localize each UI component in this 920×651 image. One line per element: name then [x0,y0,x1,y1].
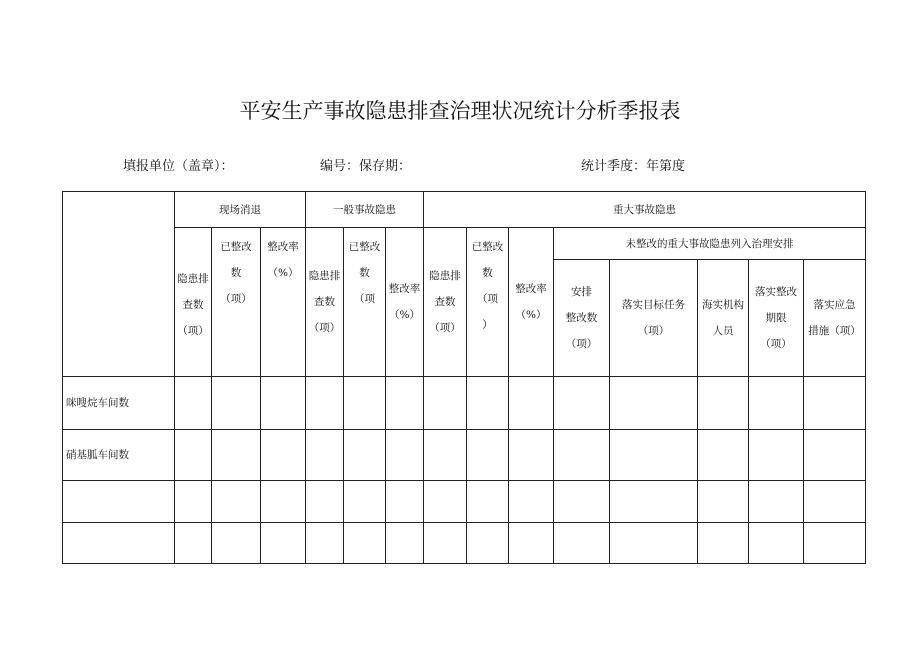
data-cell[interactable] [698,430,749,481]
data-cell[interactable] [306,377,344,430]
group-header-major: 重大事故隐患 [424,192,866,228]
data-cell[interactable] [261,523,306,564]
header-plan-deadline: 落实整改 期限 （项） [749,260,804,377]
data-cell[interactable] [610,523,698,564]
header-plan-emergency: 落实应急 措施（项） [804,260,866,377]
header-row-2 [63,228,866,260]
header-general-rate: 整改率 （%） [386,228,424,377]
report-table [62,191,866,564]
data-cell[interactable] [554,430,610,481]
data-cell[interactable] [175,523,212,564]
data-cell[interactable] [467,377,509,430]
data-cell[interactable] [386,481,424,523]
table-row [63,481,866,523]
data-cell[interactable] [175,481,212,523]
data-cell[interactable] [804,430,866,481]
data-cell[interactable] [212,430,261,481]
data-cell[interactable] [804,481,866,523]
quarter-label: 统计季度：年第度 [581,159,686,174]
header-row-1 [63,192,866,228]
data-cell[interactable] [424,430,467,481]
data-cell[interactable] [261,481,306,523]
data-cell[interactable] [749,377,804,430]
data-cell[interactable] [749,430,804,481]
header-onsite-rate: 整改率 （%） [261,228,306,377]
data-cell[interactable] [749,481,804,523]
data-cell[interactable] [698,481,749,523]
data-cell[interactable] [386,523,424,564]
header-onsite-found: 隐患排 查数 （项） [175,228,212,377]
data-cell[interactable] [386,430,424,481]
group-header-general: 一般事故隐患 [306,192,424,228]
data-cell[interactable] [804,377,866,430]
group-header-onsite: 现场消退 [175,192,306,228]
data-cell[interactable] [610,430,698,481]
data-cell[interactable] [698,377,749,430]
data-cell[interactable] [509,481,554,523]
data-cell[interactable] [306,430,344,481]
data-cell[interactable] [386,377,424,430]
row-label: 硝基胍车间数 [63,430,175,481]
data-cell[interactable] [261,430,306,481]
table-row [63,523,866,564]
data-cell[interactable] [554,481,610,523]
header-major-found: 隐患排 查数 （项） [424,228,467,377]
header-major-rate: 整改率 （%） [509,228,554,377]
data-cell[interactable] [424,523,467,564]
data-cell[interactable] [212,523,261,564]
data-cell[interactable] [509,377,554,430]
data-cell[interactable] [509,523,554,564]
header-general-found: 隐患排 查数 （项） [306,228,344,377]
header-major-fixed: 已整改 数 （项 ） [467,228,509,377]
data-cell[interactable] [344,430,386,481]
data-cell[interactable] [610,377,698,430]
data-cell[interactable] [467,523,509,564]
page-title: 平安生产事故隐患排查治理状况统计分析季报表 [239,99,681,123]
data-cell[interactable] [306,481,344,523]
data-cell[interactable] [804,523,866,564]
data-cell[interactable] [261,377,306,430]
data-cell[interactable] [212,377,261,430]
data-cell[interactable] [749,523,804,564]
header-plan-org: 海实机构 人员 [698,260,749,377]
data-cell[interactable] [175,377,212,430]
group-header-unrectified: 未整改的重大事故隐患列入治理安排 [554,228,866,260]
header-plan-target: 落实目标任务 （项） [610,260,698,377]
number-label: 编号：保存期： [320,159,412,174]
table-row [63,430,866,481]
data-cell[interactable] [698,523,749,564]
row-label [63,481,175,523]
data-cell[interactable] [424,377,467,430]
data-cell[interactable] [424,481,467,523]
header-plan-count: 安排 整改数 （项） [554,260,610,377]
data-cell[interactable] [344,523,386,564]
data-cell[interactable] [344,377,386,430]
data-cell[interactable] [467,481,509,523]
table-row [63,377,866,430]
data-cell[interactable] [306,523,344,564]
row-label: 咪嗖烷车间数 [63,377,175,430]
fill-unit-label: 填报单位（盖章）： [123,159,234,174]
data-cell[interactable] [509,430,554,481]
data-cell[interactable] [344,481,386,523]
header-onsite-fixed: 已整改 数 （项） [212,228,261,377]
data-cell[interactable] [212,481,261,523]
data-cell[interactable] [554,523,610,564]
header-general-fixed: 已整改 数 （项 [344,228,386,377]
data-cell[interactable] [554,377,610,430]
data-cell[interactable] [467,430,509,481]
row-label [63,523,175,564]
data-cell[interactable] [610,481,698,523]
data-cell[interactable] [175,430,212,481]
corner-cell [63,192,175,377]
